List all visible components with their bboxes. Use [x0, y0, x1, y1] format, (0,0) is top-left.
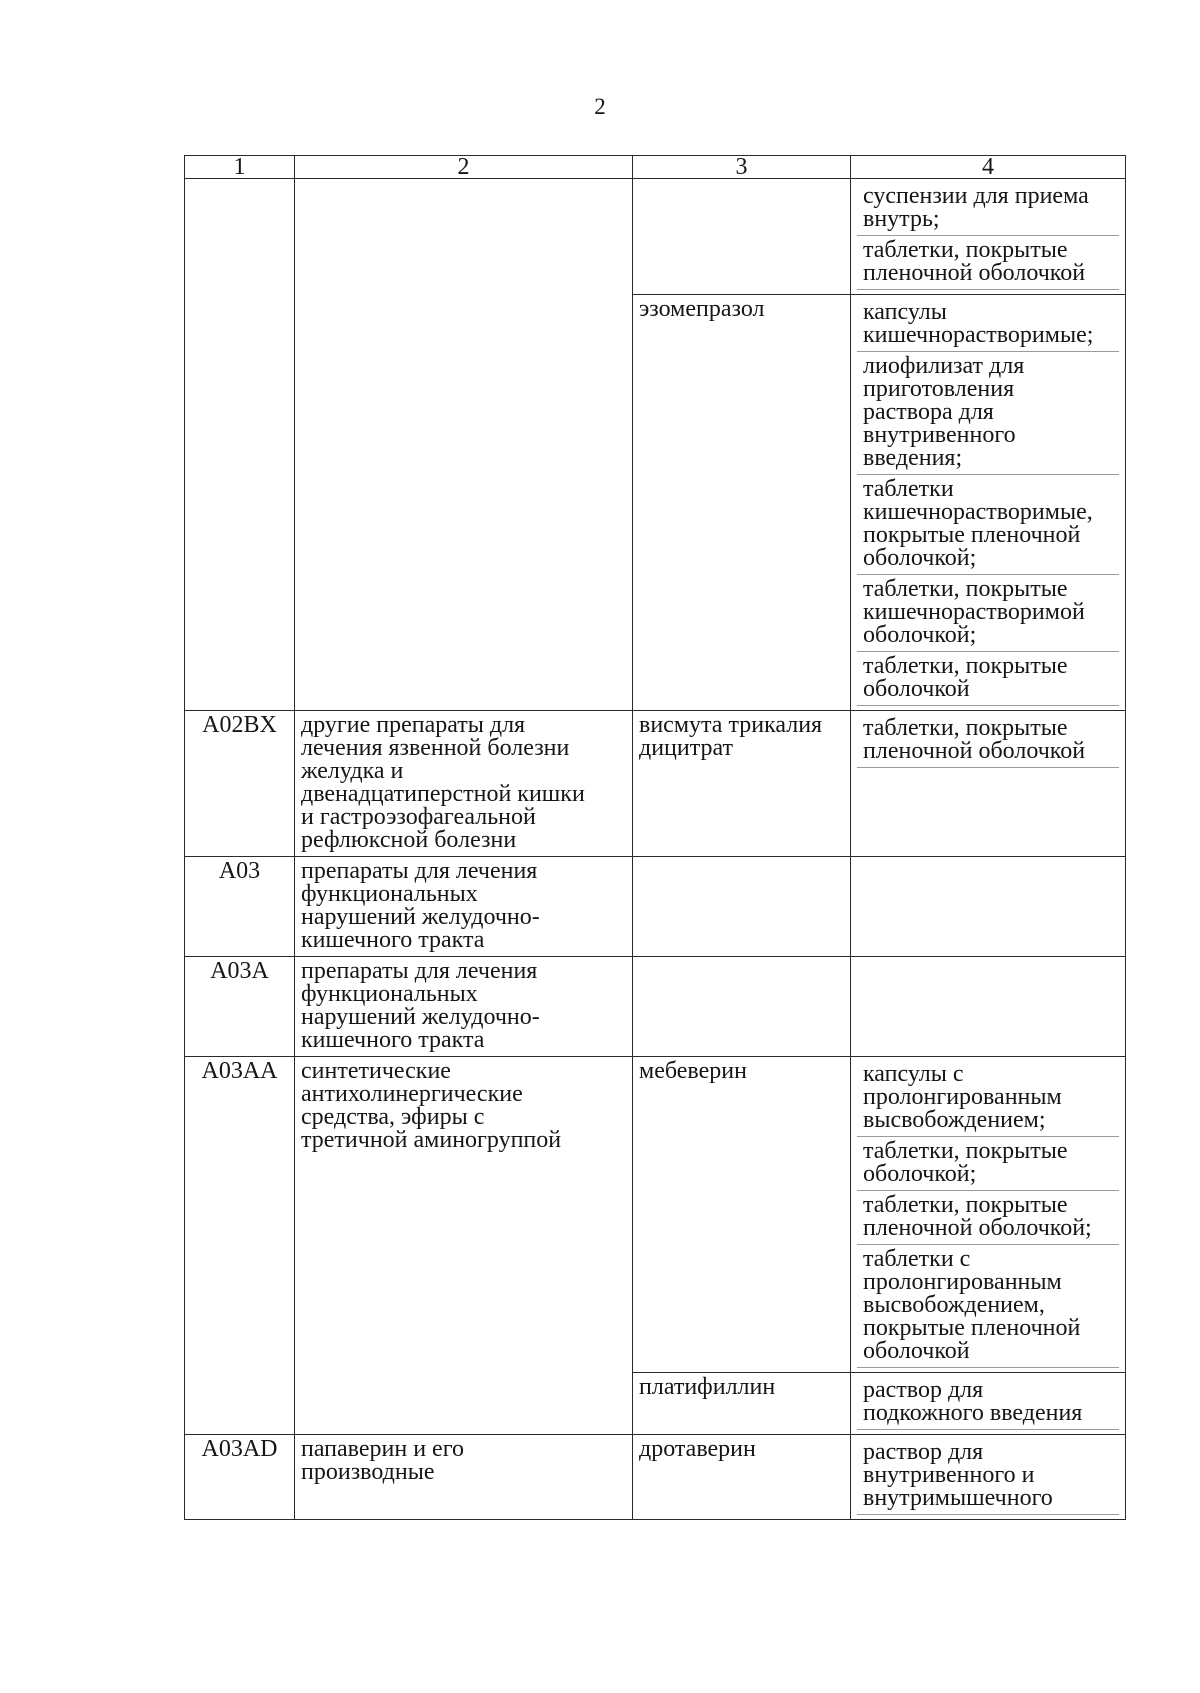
group-text-line: производные — [301, 1459, 435, 1485]
dosage-form-line: пленочной оболочкой — [863, 738, 1086, 764]
drug-name-cell — [633, 295, 851, 711]
table-row — [185, 857, 1126, 957]
dosage-form — [857, 1191, 1119, 1245]
dosage-form-line: введения; — [863, 445, 963, 471]
group-text-line: кишечного тракта — [301, 927, 485, 953]
dosage-form — [857, 352, 1119, 475]
dosage-form-line: пленочной оболочкой; — [863, 1215, 1092, 1241]
drug-name-line: платифиллин — [639, 1374, 776, 1400]
group-text-line: рефлюксной болезни — [301, 827, 517, 853]
drug-table — [184, 155, 1126, 1520]
group-text-line: функциональных — [301, 981, 478, 1007]
group-text-line: средства, эфиры с — [301, 1104, 485, 1130]
column-header: 3 — [633, 156, 851, 179]
drug-name-cell — [633, 957, 851, 1057]
group-text-line: лечения язвенной болезни — [301, 735, 570, 761]
atc-code-cell — [185, 957, 295, 1057]
dosage-form-line: покрытые пленочной — [863, 522, 1081, 548]
drug-name-line: дицитрат — [639, 735, 734, 761]
dosage-form-line: таблетки, покрытые — [863, 715, 1068, 741]
drug-name-cell — [633, 857, 851, 957]
column-header: 2 — [295, 156, 633, 179]
dosage-form-line: пленочной оболочкой — [863, 260, 1086, 286]
dosage-forms-cell — [851, 711, 1126, 857]
table-row — [185, 711, 1126, 857]
dosage-form-line: высвобождением, — [863, 1292, 1045, 1318]
group-text-line: антихолинергические — [301, 1081, 523, 1107]
drug-name-cell — [633, 1057, 851, 1373]
page-number: 2 — [594, 94, 606, 119]
column-header: 1 — [185, 156, 295, 179]
group-text-line: желудка и — [301, 758, 404, 784]
dosage-forms-cell — [851, 957, 1126, 1057]
dosage-form-line: внутримышечного — [863, 1485, 1053, 1511]
dosage-form-line: таблетки, покрытые — [863, 653, 1068, 679]
table-row — [185, 1435, 1126, 1520]
dosage-form-line: внутривенного и — [863, 1462, 1035, 1488]
group-text-line: препараты для лечения — [301, 858, 538, 884]
drug-name-cell — [633, 1435, 851, 1520]
group-text-line: другие препараты для — [301, 712, 526, 738]
atc-code: A03A — [210, 958, 269, 984]
dosage-form-line: внутривенного — [863, 422, 1016, 448]
dosage-forms-cell — [851, 1435, 1126, 1520]
dosage-form-line: таблетки, покрытые — [863, 576, 1068, 602]
group-text-line: нарушений желудочно- — [301, 1004, 540, 1030]
dosage-forms-cell — [851, 1373, 1126, 1435]
atc-code: A03 — [218, 858, 261, 884]
group-text-line: препараты для лечения — [301, 958, 538, 984]
dosage-form-line: раствора для — [863, 399, 994, 425]
atc-code-cell — [185, 1435, 295, 1520]
atc-code: A03AD — [201, 1436, 278, 1462]
dosage-form-line: таблетки, покрытые — [863, 1138, 1068, 1164]
dosage-form — [857, 182, 1119, 236]
drug-name-line: эзомепразол — [639, 296, 765, 322]
dosage-form-line: раствор для — [863, 1377, 984, 1403]
group-text-line: третичной аминогруппой — [301, 1127, 562, 1153]
dosage-form-line: таблетки — [863, 476, 954, 502]
drug-name-cell — [633, 711, 851, 857]
group-text-line: функциональных — [301, 881, 478, 907]
dosage-form-line: лиофилизат для — [863, 353, 1025, 379]
drug-name-line: мебеверин — [639, 1058, 747, 1084]
dosage-form-line: внутрь; — [863, 206, 940, 232]
dosage-form-line: кишечнорастворимые, — [863, 499, 1093, 525]
dosage-form-line: кишечнорастворимой — [863, 599, 1085, 625]
dosage-forms-cell — [851, 295, 1126, 711]
dosage-form-line: таблетки, покрытые — [863, 237, 1068, 263]
dosage-form — [857, 652, 1119, 706]
dosage-form — [857, 298, 1119, 352]
dosage-form-line: оболочкой — [863, 1338, 970, 1364]
dosage-form-line: суспензии для приема — [863, 183, 1089, 209]
atc-code: A02BX — [202, 712, 277, 738]
dosage-form-line: оболочкой; — [863, 1161, 977, 1187]
group-text-line: кишечного тракта — [301, 1027, 485, 1053]
drug-name-cell — [633, 1373, 851, 1435]
dosage-form-line: оболочкой; — [863, 622, 977, 648]
dosage-form-line: оболочкой; — [863, 545, 977, 571]
table-body — [185, 179, 1126, 1520]
dosage-form-line: капсулы с — [863, 1061, 964, 1087]
group-text-line: папаверин и его — [301, 1436, 464, 1462]
dosage-forms-cell — [851, 179, 1126, 295]
pharmacological-group-cell — [295, 857, 633, 957]
column-header: 4 — [851, 156, 1126, 179]
dosage-form — [857, 1245, 1119, 1368]
atc-code-cell — [185, 1057, 295, 1435]
group-text-line: двенадцатиперстной кишки — [301, 781, 585, 807]
dosage-form — [857, 575, 1119, 652]
group-text-line: синтетические — [301, 1058, 451, 1084]
dosage-forms-cell — [851, 857, 1126, 957]
atc-code-cell — [185, 711, 295, 857]
dosage-form-line: раствор для — [863, 1439, 984, 1465]
dosage-form-line: таблетки, покрытые — [863, 1192, 1068, 1218]
dosage-form-line: высвобождением; — [863, 1107, 1046, 1133]
dosage-form — [857, 1438, 1119, 1515]
pharmacological-group-cell — [295, 957, 633, 1057]
group-text-line: и гастроэзофагеальной — [301, 804, 536, 830]
dosage-form-line: покрытые пленочной — [863, 1315, 1081, 1341]
dosage-form-line: оболочкой — [863, 676, 970, 702]
dosage-form-line: пролонгированным — [863, 1269, 1062, 1295]
dosage-form-line: кишечнорастворимые; — [863, 322, 1094, 348]
drug-name-line: дротаверин — [639, 1436, 756, 1462]
dosage-form — [857, 475, 1119, 575]
table-row — [185, 1057, 1126, 1373]
dosage-form — [857, 714, 1119, 768]
dosage-form — [857, 1060, 1119, 1137]
pharmacological-group-cell — [295, 179, 633, 711]
dosage-forms-cell — [851, 1057, 1126, 1373]
dosage-form-line: пролонгированным — [863, 1084, 1062, 1110]
atc-code-cell — [185, 857, 295, 957]
drug-name-line: висмута трикалия — [639, 712, 823, 738]
pharmacological-group-cell — [295, 1057, 633, 1435]
dosage-form-line: приготовления — [863, 376, 1015, 402]
pharmacological-group-cell — [295, 711, 633, 857]
table-header-row — [185, 156, 1126, 179]
table-row — [185, 957, 1126, 1057]
dosage-form — [857, 1376, 1119, 1430]
dosage-form-line: подкожного введения — [863, 1400, 1083, 1426]
dosage-form — [857, 1137, 1119, 1191]
group-text-line: нарушений желудочно- — [301, 904, 540, 930]
atc-code-cell — [185, 179, 295, 711]
dosage-form-line: таблетки с — [863, 1246, 971, 1272]
dosage-form-line: капсулы — [863, 299, 947, 325]
pharmacological-group-cell — [295, 1435, 633, 1520]
drug-name-cell — [633, 179, 851, 295]
table-row — [185, 179, 1126, 295]
dosage-form — [857, 236, 1119, 290]
atc-code: A03AA — [201, 1058, 278, 1084]
